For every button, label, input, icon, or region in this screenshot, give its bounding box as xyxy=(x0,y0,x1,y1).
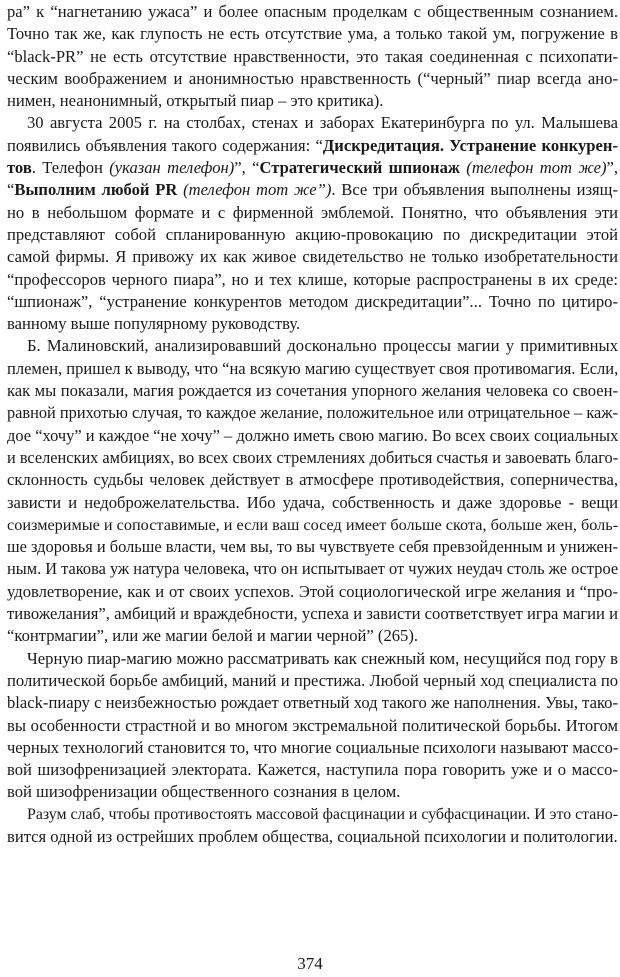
text-line xyxy=(7,202,618,224)
text-run: нимен, неанонимный, открытый пиар – это критика). xyxy=(7,91,384,111)
text-run: вой шизофренизации общественного сознания в целом. xyxy=(7,782,401,802)
text-run: как мы показали, магия рождается из сочетания упорного желания человека со своен- xyxy=(7,381,618,401)
text-line xyxy=(7,759,618,781)
text-run: тивожелания”, амбиций и враждебности, успеха и зависти соответствует игра магии и xyxy=(7,604,618,624)
text-run: вится одной из острейших проблем общества, социальной психологии и политологии. xyxy=(7,826,618,846)
text-run: политической борьбе амбиций, маний и престижа. Любой черный ход специалиста по xyxy=(7,670,618,690)
text-run: Точно так же, как глупость не есть отсутствие ума, а только такой ум, погружение в xyxy=(7,24,618,44)
text-line xyxy=(7,402,618,424)
text-run: равной прихотью случая, то каждое желание, положительное или отрицательное – каж- xyxy=(7,403,618,423)
text-run: ”, xyxy=(606,158,619,178)
text-line xyxy=(7,737,618,759)
body-text xyxy=(7,1,618,848)
text-run: black-пиару с неизбежностью рождает ответный ход такого же наполнения. Увы, тако- xyxy=(7,693,618,713)
text-line xyxy=(7,313,618,335)
text-run: черных технологий становится то, что многие социальные психологи называют массо- xyxy=(7,737,619,757)
text-line xyxy=(7,826,618,848)
text-line xyxy=(7,469,618,491)
text-line xyxy=(7,692,618,714)
text-run: появились объявления такого содержания: “ xyxy=(7,135,323,155)
text-run: “black-PR” не есть отсутствие нравственности, это такая соединенная с психопати- xyxy=(7,46,618,66)
italic-text: (телефон тот же”) xyxy=(183,180,332,200)
text-run: вы особенности страстной и во многом экстремальной политической борьбы. Итогом xyxy=(7,715,618,735)
text-line xyxy=(7,1,618,23)
text-run: дое “хочу” и каждое “не хочу” – должно иметь свою магию. Во всех своих социальных xyxy=(7,425,619,445)
text-line xyxy=(7,603,618,625)
text-run: “ xyxy=(7,180,15,200)
bold-text: Дискредитация. Устранение конкурен- xyxy=(322,135,618,155)
text-run: Разум слаб, чтобы противостоять массовой фасцинации и субфасцинации. И это стано- xyxy=(27,805,618,823)
text-line xyxy=(7,380,618,402)
text-run: ванному выше популярному руководству. xyxy=(7,314,301,334)
text-run: ным. И такова уж натура человека, что он испытывает от чужих неудач столь же острое xyxy=(7,559,619,579)
text-run: вой шизофренизацией электората. Кажется, наступила пора говорить уже и о массо- xyxy=(7,760,618,780)
text-run: . Все три объявления выполнены изящ- xyxy=(331,180,618,200)
text-line xyxy=(7,715,618,737)
text-run: но в небольшом формате и с фирменной эмблемой. Понятно, что объявления эти xyxy=(7,202,618,222)
text-line xyxy=(7,804,618,826)
text-line xyxy=(7,625,618,647)
bold-text: тов xyxy=(7,158,32,178)
text-run: ра” к “нагнетанию ужаса” и более опасным проделкам с общественным сознанием. xyxy=(7,2,618,21)
text-run: . Телефон xyxy=(31,158,110,178)
text-line xyxy=(7,179,618,201)
text-line xyxy=(7,291,618,313)
text-line xyxy=(7,581,618,603)
text-line xyxy=(7,269,618,291)
text-line xyxy=(7,425,618,447)
text-run: зависти и недоброжелательства. Ибо удача, собственность и даже здоровье - вещи xyxy=(7,492,618,512)
text-run: “шпионаж”, “устранение конкурентов методом дискредитации”... Точно по цитиро- xyxy=(7,291,618,311)
text-run: представляют собой спланированную акцию-провокацию по дискредитации этой xyxy=(7,224,618,244)
text-line xyxy=(7,68,618,90)
text-run: “профессоров черного пиара”, но и тех клише, которые распространены в их среде: xyxy=(7,269,618,289)
text-run: и вселенских амбициях, во всех своих стремлениях добиться счастья и завоевать благо- xyxy=(7,447,619,467)
text-line xyxy=(7,536,618,558)
text-line xyxy=(7,358,618,380)
text-line xyxy=(7,514,618,536)
text-line xyxy=(7,46,618,68)
text-run: ”, “ xyxy=(234,158,260,178)
text-run: соизмеримые и сопоставимые, и если ваш сосед имеет больше скота, больше жен, боль- xyxy=(7,515,619,534)
text-run: удовлетворение, как и от своих успехов. Этой социологической игре желания и “про- xyxy=(7,581,618,601)
bold-text: Выполним любой PR xyxy=(14,180,178,200)
text-run: ше здоровья и больше власти, чем вы, то вы чувствуете себя превзойденным и унижен- xyxy=(7,537,618,557)
text-run: Черную пиар-магию можно рассматривать как снежный ком, несущийся под гору в xyxy=(27,648,618,668)
text-run: “контрмагии”, или же магии белой и магии черной” (265). xyxy=(7,626,419,646)
text-line xyxy=(7,558,618,580)
text-line xyxy=(7,135,618,157)
text-run: племен, пришел к выводу, что “на всякую магию существует своя противомагия. Если, xyxy=(7,358,619,378)
text-run: Б. Малиновский, анализировавший досконально процессы магии у примитивных xyxy=(27,336,618,356)
text-line xyxy=(7,23,618,45)
text-line xyxy=(7,224,618,246)
text-run: самой фирмы. Я привожу их как живое свидетельство не только изобретательности xyxy=(7,247,618,267)
text-line xyxy=(7,246,618,268)
text-line xyxy=(7,335,618,357)
bold-text: Стратегический шпионаж xyxy=(259,158,460,178)
text-line xyxy=(7,112,618,134)
italic-text: (телефон тот же) xyxy=(466,158,607,178)
text-run: ческим воображением и анонимностью нравственность (“черный” пиар всегда ано- xyxy=(7,68,618,88)
text-line xyxy=(7,781,618,803)
text-run: 30 августа 2005 г. на столбах, стенах и заборах Екатеринбурга по ул. Малышева xyxy=(27,113,618,133)
text-line xyxy=(7,648,618,670)
page-number: 374 xyxy=(297,954,323,973)
text-line xyxy=(7,157,618,179)
text-run: склонность судьбы человек действует в атмосфере противодействия, соперничества, xyxy=(7,470,618,490)
text-line xyxy=(7,670,618,692)
italic-text: (указан телефон) xyxy=(109,158,235,178)
text-line xyxy=(7,90,618,112)
text-line xyxy=(7,447,618,469)
text-line xyxy=(7,492,618,514)
